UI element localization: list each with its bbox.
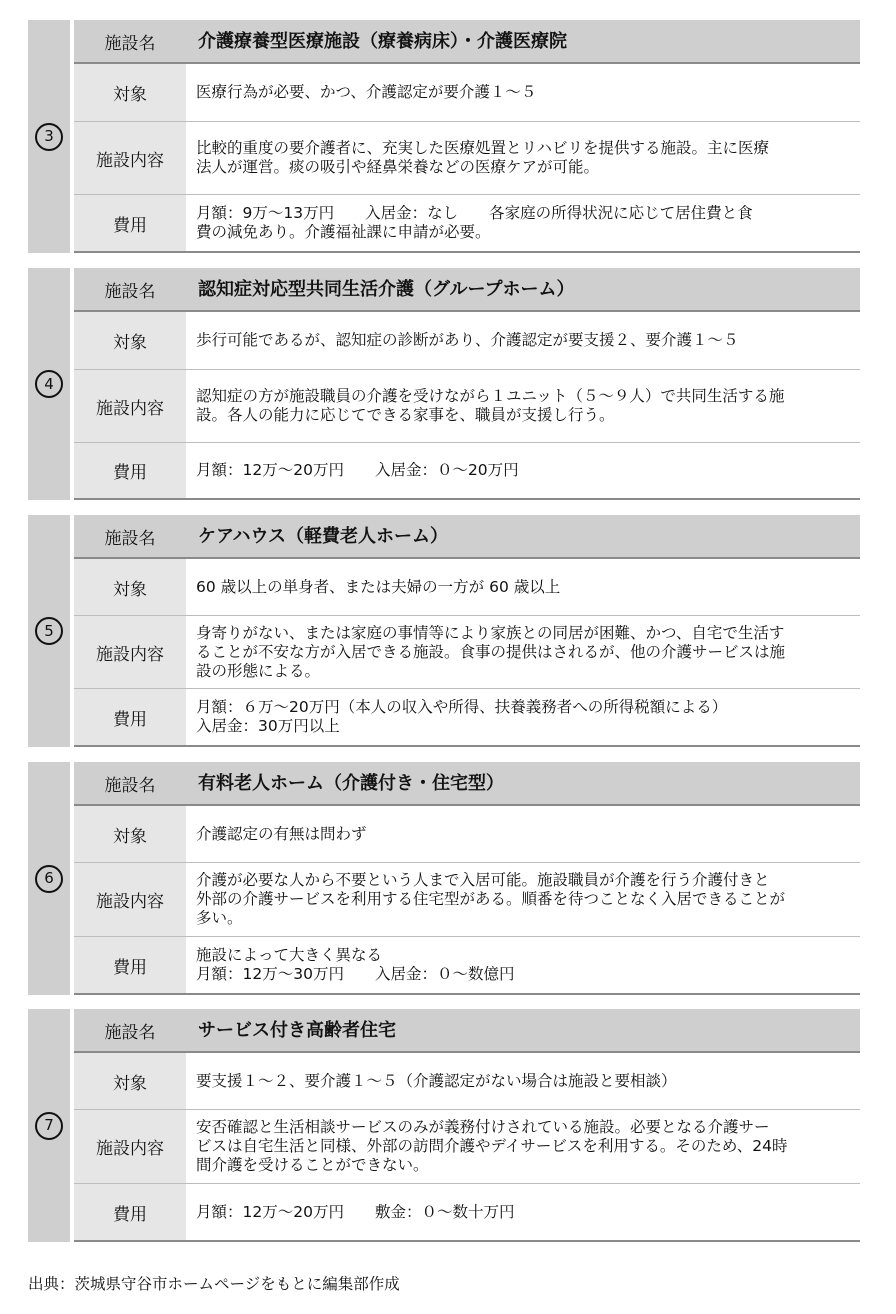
target-value: 介護認定の有無は問わず <box>196 824 367 843</box>
cost-label: 費用 <box>74 443 186 498</box>
cost-label: 費用 <box>74 937 186 993</box>
target-label: 対象 <box>74 312 186 369</box>
target-value: 要支援１～２、要介護１～５（介護認定がない場合は施設と要相談） <box>196 1071 677 1090</box>
target-value: 医療行為が必要、かつ、介護認定が要介護１～５ <box>196 83 537 101</box>
facility-name: サービス付き高齢者住宅 <box>198 1019 396 1041</box>
facility-block <box>28 268 860 500</box>
facility-block <box>28 762 860 995</box>
target-label: 対象 <box>74 1053 186 1109</box>
facility-name: 介護療養型医療施設（療養病床）・介護医療院 <box>198 30 567 52</box>
cost-value: 月額：12万～20万円 敷金：０～数十万円 <box>196 1202 515 1221</box>
name-label: 施設名 <box>104 528 156 549</box>
facility-number: 3 <box>28 20 70 253</box>
facility-number: 5 <box>28 515 70 747</box>
facility-number: 7 <box>28 1009 70 1242</box>
content-label: 施設内容 <box>74 122 186 194</box>
name-label: 施設名 <box>104 281 156 302</box>
facility-block <box>28 20 860 253</box>
content-label: 施設内容 <box>74 616 186 688</box>
cost-value: 月額：６万～20万円（本人の収入や所得、扶養義務者への所得税額による） 入居金：30万円以上 <box>196 698 728 735</box>
cost-label: 費用 <box>74 1184 186 1240</box>
target-label: 対象 <box>74 806 186 862</box>
content-value: 介護が必要な人から不要という人まで入居可能。施設職員が介護を行う介護付きと 外部の介護サービスを利用する住宅型がある。順番を待つことなく入居できることが 多い。 <box>196 871 786 927</box>
content-label: 施設内容 <box>74 1110 186 1183</box>
facility-block <box>28 515 860 747</box>
facility-name: ケアハウス（軽費老人ホーム） <box>198 525 449 547</box>
name-label: 施設名 <box>104 33 156 54</box>
content-value: 安否確認と生活相談サービスのみが義務付けされている施設。必要となる介護サー ビスは自宅生活と同様、外部の訪問介護やデイサービスを利用する。そのため、24時 間介護を受けることができない。 <box>196 1118 788 1174</box>
content-value: 比較的重度の要介護者に、充実した医療処置とリハビリを提供する施設。主に医療 法人が運営。痰の吸引や経鼻栄養などの医療ケアが可能。 <box>196 139 770 176</box>
target-label: 対象 <box>74 559 186 615</box>
facility-number: 6 <box>28 762 70 995</box>
facility-number: 4 <box>28 268 70 500</box>
cost-value: 施設によって大きく異なる 月額：12万～30万円 入居金：０～数億円 <box>196 946 515 983</box>
source-note: 出典：茨城県守谷市ホームページをもとに編集部作成 <box>28 1275 400 1293</box>
name-label: 施設名 <box>104 775 156 796</box>
cost-label: 費用 <box>74 195 186 251</box>
cost-value: 月額：12万～20万円 入居金：０～20万円 <box>196 461 519 479</box>
target-value: 歩行可能であるが、認知症の診断があり、介護認定が要支援２、要介護１～５ <box>196 331 739 349</box>
cost-label: 費用 <box>74 689 186 745</box>
content-label: 施設内容 <box>74 370 186 442</box>
target-value: 60 歳以上の単身者、または夫婦の一方が 60 歳以上 <box>196 577 561 596</box>
target-label: 対象 <box>74 64 186 121</box>
facility-block <box>28 1009 860 1242</box>
cost-value: 月額：9万～13万円 入居金：なし 各家庭の所得状況に応じて居住費と食 費の減免あり。介護福祉課に申請が必要。 <box>196 204 753 241</box>
facility-name: 認知症対応型共同生活介護（グループホーム） <box>198 278 575 300</box>
facility-name: 有料老人ホーム（介護付き・住宅型） <box>198 772 504 794</box>
name-label: 施設名 <box>104 1022 156 1043</box>
content-label: 施設内容 <box>74 863 186 936</box>
content-value: 認知症の方が施設職員の介護を受けながら１ユニット（５～９人）で共同生活する施 設。各人の能力に応じてできる家事を、職員が支援し行う。 <box>196 387 785 424</box>
content-value: 身寄りがない、または家庭の事情等により家族との同居が困難、かつ、自宅で生活す ることが不安な方が入居できる施設。食事の提供はされるが、他の介護サービスは施 設の形態による。 <box>196 623 786 680</box>
